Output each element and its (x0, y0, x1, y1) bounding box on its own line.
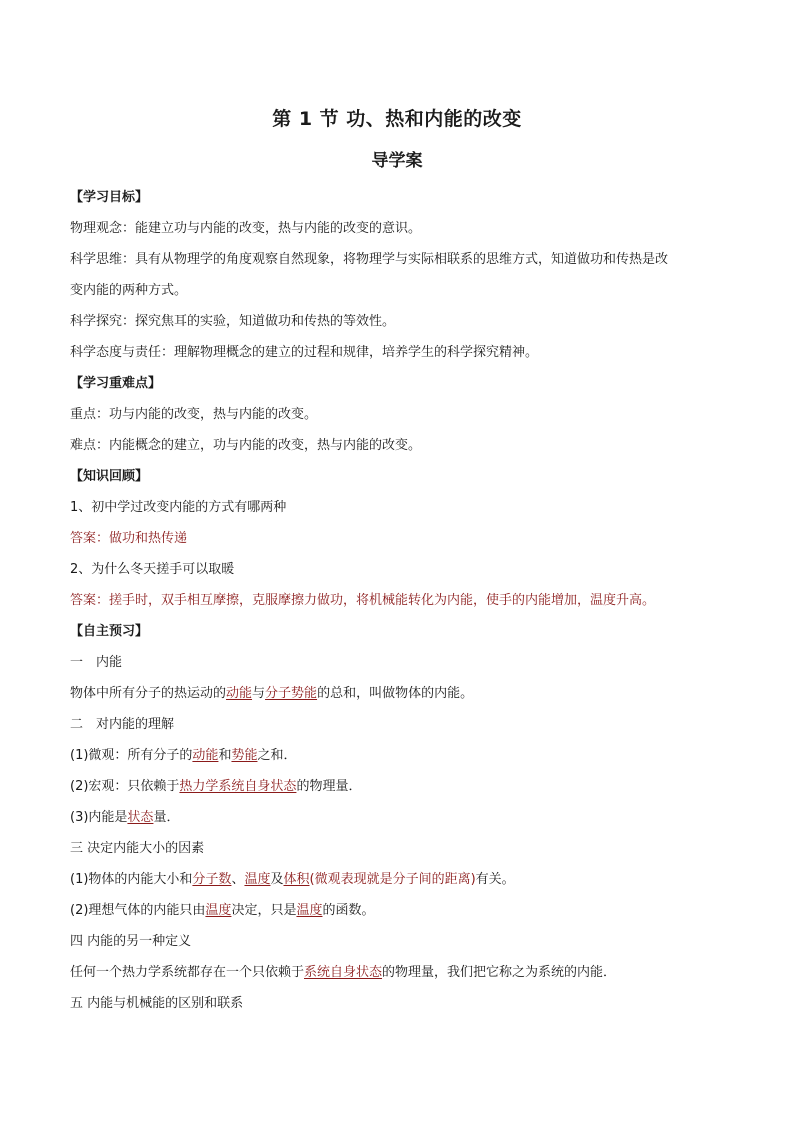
text-run: 之和． (257, 748, 297, 763)
subsection-title-internal-energy: 一 内能 (70, 655, 123, 670)
goal-scientific-thinking-cont: 变内能的两种方式。 (70, 283, 188, 298)
review-question-1: 1、初中学过改变内能的方式有哪两种 (70, 500, 287, 515)
goal-scientific-attitude: 科学态度与责任：理解物理概念的建立的过程和规律，培养学生的科学探究精神。 (70, 345, 539, 360)
text-run: 和 (218, 748, 232, 763)
goal-scientific-inquiry: 科学探究：探究焦耳的实验，知道做功和传热的等效性。 (70, 314, 396, 329)
fill-blank-answer: 体积 (283, 872, 310, 887)
internal-energy-definition (70, 678, 730, 709)
fill-blank-answer: 状态 (127, 810, 154, 825)
section-heading-goals: 【学习目标】 (70, 190, 149, 205)
subsection-title-alt-definition: 四 内能的另一种定义 (70, 934, 192, 949)
text-run: 有关。 (475, 872, 515, 887)
text-run: (1)物体的内能大小和 (70, 872, 193, 887)
fill-blank-answer: 动能 (192, 748, 219, 763)
document-subtitle: 导学案 (371, 151, 423, 171)
alt-definition-text (70, 957, 730, 988)
document-body (70, 182, 730, 1019)
text-run: 量． (153, 810, 180, 825)
section-heading-focus: 【学习重难点】 (70, 376, 162, 391)
section-heading-preview: 【自主预习】 (70, 624, 149, 639)
understanding-item-1 (70, 740, 730, 771)
fill-blank-answer: 分子数 (192, 872, 232, 887)
text-run: 任何一个热力学系统都存在一个只依赖于 (70, 965, 305, 980)
text-run: 、 (231, 872, 245, 887)
fill-blank-answer: 温度 (296, 903, 323, 918)
text-run: (2)理想气体的内能只由 (70, 903, 206, 918)
goal-scientific-thinking: 科学思维：具有从物理学的角度观察自然现象，将物理学与实际相联系的思维方式，知道做功和传热是改 (70, 252, 669, 267)
document-title: 第 1 节 功、热和内能的改变 (272, 108, 522, 130)
text-run: 的物理量． (296, 779, 362, 794)
review-answer-2: 答案：搓手时，双手相互摩擦，克服摩擦力做功，将机械能转化为内能，使手的内能增加，温度升高。 (70, 593, 656, 608)
fill-blank-answer: 温度 (205, 903, 232, 918)
review-answer-1: 答案：做功和热传递 (70, 531, 188, 546)
text-run: (2)宏观：只依赖于 (70, 779, 180, 794)
text-run: (3)内能是 (70, 810, 128, 825)
text-run: 物体中所有分子的热运动的 (70, 686, 227, 701)
fill-blank-note: (微观表现就是分子间的距离) (309, 872, 476, 887)
fill-blank-answer: 温度 (244, 872, 271, 887)
fill-blank-answer: 系统自身状态 (304, 965, 383, 980)
subsection-title-understanding: 二 对内能的理解 (70, 717, 175, 732)
understanding-item-3 (70, 802, 730, 833)
fill-blank-answer: 分子势能 (265, 686, 318, 701)
understanding-item-2 (70, 771, 730, 802)
text-run: 与 (252, 686, 266, 701)
factors-item-1 (70, 864, 730, 895)
text-run: 的函数。 (322, 903, 375, 918)
focus-difficult-point: 难点：内能概念的建立，功与内能的改变，热与内能的改变。 (70, 438, 422, 453)
fill-blank-answer: 势能 (231, 748, 258, 763)
text-run: 及 (270, 872, 284, 887)
section-heading-review: 【知识回顾】 (70, 469, 149, 484)
fill-blank-answer: 动能 (226, 686, 253, 701)
factors-item-2 (70, 895, 730, 926)
subsection-title-difference: 五 内能与机械能的区别和联系 (70, 996, 244, 1011)
text-run: 的物理量，我们把它称之为系统的内能． (382, 965, 617, 980)
text-run: 的总和，叫做物体的内能。 (317, 686, 474, 701)
text-run: (1)微观：所有分子的 (70, 748, 193, 763)
goal-physics-concept: 物理观念：能建立功与内能的改变，热与内能的改变的意识。 (70, 221, 422, 236)
fill-blank-answer: 热力学系统自身状态 (179, 779, 297, 794)
subsection-title-factors: 三 决定内能大小的因素 (70, 841, 205, 856)
review-question-2: 2、为什么冬天搓手可以取暖 (70, 562, 235, 577)
focus-key-point: 重点：功与内能的改变，热与内能的改变。 (70, 407, 318, 422)
text-run: 决定，只是 (231, 903, 297, 918)
